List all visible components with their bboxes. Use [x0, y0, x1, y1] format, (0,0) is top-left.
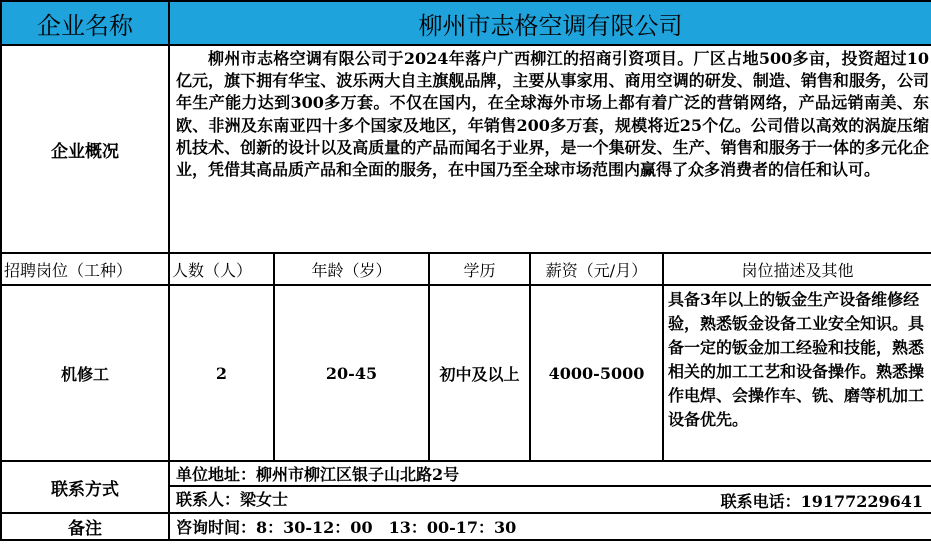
- company-name: 柳州市志格空调有限公司: [169, 1, 931, 45]
- col-count-header: 人数（人）: [169, 253, 274, 285]
- contact-lines: [170, 462, 931, 510]
- job-education: 初中及以上: [429, 285, 530, 461]
- contact-person: 联系人：梁女士: [176, 490, 289, 509]
- note-label: 备注: [1, 513, 169, 540]
- contact-person-line: [170, 486, 931, 510]
- contact-address: 单位地址：柳州市柳江区银子山北路2号: [170, 462, 931, 486]
- note-text: 咨询时间：8：30-12：00 13：00-17：30: [169, 513, 931, 540]
- contact-label: 联系方式: [1, 461, 169, 513]
- col-age-header: 年龄（岁）: [274, 253, 429, 285]
- col-position-header: 招聘岗位（工种）: [1, 253, 169, 285]
- table-row: [1, 285, 931, 461]
- job-age: 20-45: [274, 285, 429, 461]
- job-description: 具备3年以上的钣金生产设备维修经验，熟悉钣金设备工业安全知识。具备一定的钣金加工经验和技能，熟悉相关的加工工艺和设备操作。熟悉操作电焊、会操作车、铣、磨等机加工设备优先。: [663, 285, 931, 461]
- job-salary: 4000-5000: [530, 285, 663, 461]
- job-count: 2: [169, 285, 274, 461]
- col-description-header: 岗位描述及其他: [663, 253, 931, 285]
- company-name-label: 企业名称: [1, 1, 169, 45]
- contact-block: [169, 461, 931, 513]
- col-salary-header: 薪资（元/月）: [530, 253, 663, 285]
- job-position: 机修工: [1, 285, 169, 461]
- profile-label: 企业概况: [1, 45, 169, 253]
- contact-phone: 联系电话：19177229641: [720, 492, 924, 510]
- profile-text: 柳州市志格空调有限公司于2024年落户广西柳江的招商引资项目。厂区占地500多亩，投资超过10亿元，旗下拥有华宝、波乐两大自主旗舰品牌，主要从事家用、商用空调的研发、制造、销售和服务，公司年生产能力达到300多万套。不仅在国内，在全球海外市场上都有着广泛的营销网络，产品远销南美、东欧、非洲及东南亚四十多个国家及地区，年销售200多万套，规模将近25个亿。公司借以高效的涡旋压缩机技术、创新的设计以及高质量的产品而闻名于业界，是一个集研发、生产、销售和服务于一体的多元化企业，凭借其高品质产品和全面的服务，在中国乃至全球市场范围内赢得了众多消费者的信任和认可。: [169, 45, 931, 253]
- col-education-header: 学历: [429, 253, 530, 285]
